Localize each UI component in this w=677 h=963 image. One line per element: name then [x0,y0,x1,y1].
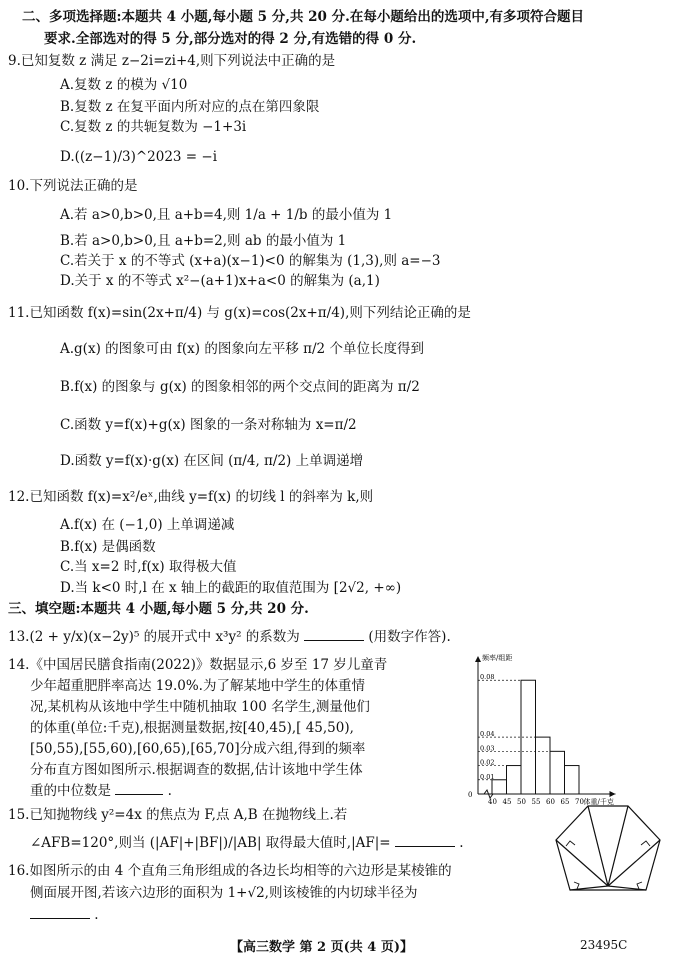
q13-text: 13.(2 + y/x)(x−2y)⁵ 的展开式中 x³y² 的系数为 [8,629,300,645]
x-tick-label: 45 [502,798,512,806]
hexagon-fold-line [556,840,608,886]
footer-code: 23495C [580,938,628,952]
q10-stem: 10.下列说法正确的是 [8,178,138,194]
q16-answer-blank[interactable] [30,906,90,919]
q9-stem: 9.已知复数 z 满足 z−2i=zi+4,则下列说法中正确的是 [8,53,336,69]
origin-label: 0 [468,791,473,799]
section2-heading-line2: 要求.全部选对的得 5 分,部分选对的得 2 分,有选错的得 0 分. [44,31,417,47]
q15-answer-blank[interactable] [395,834,455,847]
q14-line3: 况,某机构从该地中学生中随机抽取 100 名学生,测量他们 [30,699,370,715]
histogram-bar [536,737,551,794]
q11-option-d: D.函数 y=f(x)·g(x) 在区间 (π/4, π/2) 上单调递增 [60,453,364,469]
section2-heading-line1: 二、多项选择题:本题共 4 小题,每小题 5 分,共 20 分.在每小题给出的选项中,有多项符合题目 [22,9,585,25]
hexagon-outline [556,806,660,890]
q16-line1: 16.如图所示的由 4 个直角三角形组成的各边长均相等的六边形是某棱锥的 [8,863,452,879]
y-tick-label: 0.02 [480,758,495,767]
q11-option-b: B.f(x) 的图象与 g(x) 的图象相邻的两个交点间的距离为 π/2 [60,379,420,395]
q14-line7-end: . [167,783,172,799]
q14-line6: 分布直方图如图所示.根据调查的数据,估计该地中学生体 [30,762,363,778]
right-angle-mark [574,882,579,889]
right-angle-mark [566,841,575,846]
x-tick-label: 55 [531,798,541,806]
q15-line2-text: ∠AFB=120°,则当 (|AF|+|BF|)/|AB| 取得最大值时,|AF|= [30,835,391,851]
q15-line2-end: . [459,835,464,851]
y-tick-label: 0.04 [480,730,495,739]
q14-line5: [50,55),[55,60),[60,65),[65,70]分成六组,得到的频率 [30,741,366,757]
q15-line1: 15.已知抛物线 y²=4x 的焦点为 F,点 A,B 在抛物线上.若 [8,807,348,823]
q14-line2: 少年超重肥胖率高达 19.0%.为了解某地中学生的体重情 [30,678,365,694]
q15-line2 [30,834,464,852]
y-axis-arrow [475,656,481,662]
q9-option-b: B.复数 z 在复平面内所对应的点在第四象限 [60,99,320,115]
q14-line4: 的体重(单位:千克),根据测量数据,按[40,45),[ 45,50), [30,720,354,736]
q13-line [8,628,451,646]
q14-line1: 14.《中国居民膳食指南(2022)》数据显示,6 岁至 17 岁儿童青 [8,657,388,673]
q12-option-b: B.f(x) 是偶函数 [60,539,156,555]
histogram-bar [492,780,507,794]
x-tick-label: 40 [488,798,497,806]
histogram-bar [507,766,522,794]
q10-option-b: B.若 a>0,b>0,且 a+b=2,则 ab 的最小值为 1 [60,233,347,249]
section3-heading: 三、填空题:本题共 4 小题,每小题 5 分,共 20 分. [8,601,309,617]
q14-line7-text: 重的中位数是 [30,783,111,799]
frequency-histogram [448,652,677,812]
q16-line3-end: . [94,907,99,923]
histogram-bar [550,751,565,794]
q11-stem: 11.已知函数 f(x)=sin(2x+π/4) 与 g(x)=cos(2x+π/4),则下列结论正确的是 [8,305,471,321]
q9-option-c: C.复数 z 的共轭复数为 −1+3i [60,119,247,135]
q14-line7 [30,782,172,800]
q9-option-d: D.((z−1)/3)^2023 = −i [60,149,218,165]
q13-text-end: (用数字作答). [368,629,451,645]
hexagon-fold-line [588,806,608,886]
q10-option-c: C.若关于 x 的不等式 (x+a)(x−1)<0 的解集为 (1,3),则 a=−3 [60,253,441,269]
x-tick-label: 60 [546,798,555,806]
q12-option-c: C.当 x=2 时,f(x) 取得极大值 [60,559,237,575]
q16-line3 [30,906,99,924]
q11-option-c: C.函数 y=f(x)+g(x) 图象的一条对称轴为 x=π/2 [60,417,357,433]
q12-option-a: A.f(x) 在 (−1,0) 上单调递减 [60,517,235,533]
hexagon-fold-line [608,840,660,886]
hexagon-fold-line [608,806,628,886]
x-tick-label: 50 [517,798,526,806]
y-tick-label: 0.08 [480,673,495,682]
y-tick-label: 0.03 [480,744,495,753]
q14-answer-blank[interactable] [115,782,163,795]
q12-stem: 12.已知函数 f(x)=x²/eˣ,曲线 y=f(x) 的切线 l 的斜率为 k,则 [8,489,374,505]
x-tick-label: 70 [575,798,584,806]
right-angle-mark [641,841,650,846]
q13-answer-blank[interactable] [304,628,364,641]
q9-option-a: A.复数 z 的模为 √10 [60,77,188,93]
q12-option-d: D.当 k<0 时,l 在 x 轴上的截距的取值范围为 [2√2, +∞) [60,580,402,596]
q10-option-a: A.若 a>0,b>0,且 a+b=4,则 1/a + 1/b 的最小值为 1 [60,207,393,223]
q10-option-d: D.关于 x 的不等式 x²−(a+1)x+a<0 的解集为 (a,1) [60,273,380,289]
q11-option-a: A.g(x) 的图象可由 f(x) 的图象向左平移 π/2 个单位长度得到 [60,341,424,357]
q16-line2: 侧面展开图,若该六边形的面积为 1+√2,则该棱锥的内切球半径为 [30,885,418,901]
y-tick-label: 0.01 [480,772,495,781]
right-angle-mark [637,882,642,889]
x-axis-label: 体重/千克 [583,798,614,806]
y-axis-label: 频率/组距 [482,654,513,662]
histogram-bar [565,766,580,794]
footer-page-label: 【高三数学 第 2 页(共 4 页)】 [230,940,414,955]
x-tick-label: 65 [560,798,570,806]
x-axis-arrow [610,791,616,797]
hexagon-net-figure [548,800,668,910]
